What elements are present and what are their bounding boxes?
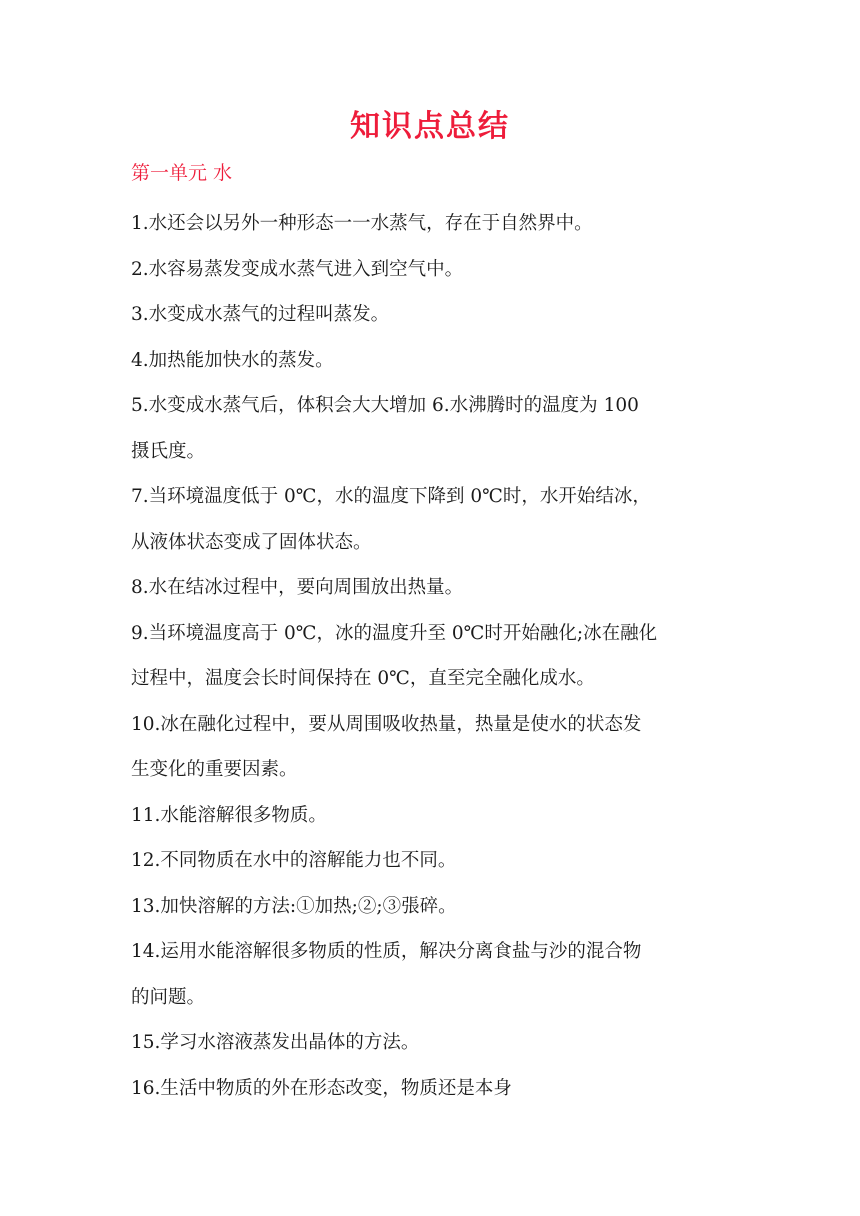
list-item: 14.运用水能溶解很多物质的性质，解决分离食盐与沙的混合物 的问题。 (131, 941, 642, 1008)
knowledge-list (131, 201, 731, 1111)
list-item: 12.不同物质在水中的溶解能力也不同。 (131, 850, 457, 871)
list-item: 13.加快溶解的方法:①加热;②;③張碎。 (131, 895, 457, 917)
list-item: 1.水还会以另外一种形态一一水蒸气，存在于自然界中。 (131, 213, 593, 234)
list-item: 2.水容易蒸发变成水蒸气进入到空气中。 (131, 258, 464, 280)
list-item: 11.水能溶解很多物质。 (131, 804, 327, 826)
page-title: 知识点总结 (350, 109, 510, 144)
list-item: 15.学习水溶液蒸发出晶体的方法。 (131, 1032, 420, 1053)
list-item: 9.当环境温度高于 0℃，冰的温度升至 0℃时开始融化;冰在融化 过程中，温度会长时间保持在 0℃，直至完全融化成水。 (131, 622, 658, 689)
list-item: 5.水变成水蒸气后，体积会大大增加 6.水沸腾时的温度为 100 摄氏度。 (131, 395, 639, 462)
list-item: 16.生活中物质的外在形态改变，物质还是本身 (131, 1077, 512, 1099)
unit-heading: 第一单元 水 (131, 162, 233, 184)
list-item: 4.加热能加快水的蒸发。 (131, 349, 334, 371)
list-item: 3.水变成水蒸气的过程叫蒸发。 (131, 304, 390, 325)
list-item: 8.水在结冰过程中，要向周围放出热量。 (131, 577, 464, 598)
list-item: 10.冰在融化过程中，要从周围吸收热量，热量是使水的状态发 生变化的重要因素。 (131, 713, 642, 780)
list-item: 7.当环境温度低于 0℃，水的温度下降到 0℃时，水开始结冰， 从液体状态变成了固体状态。 (131, 486, 651, 553)
